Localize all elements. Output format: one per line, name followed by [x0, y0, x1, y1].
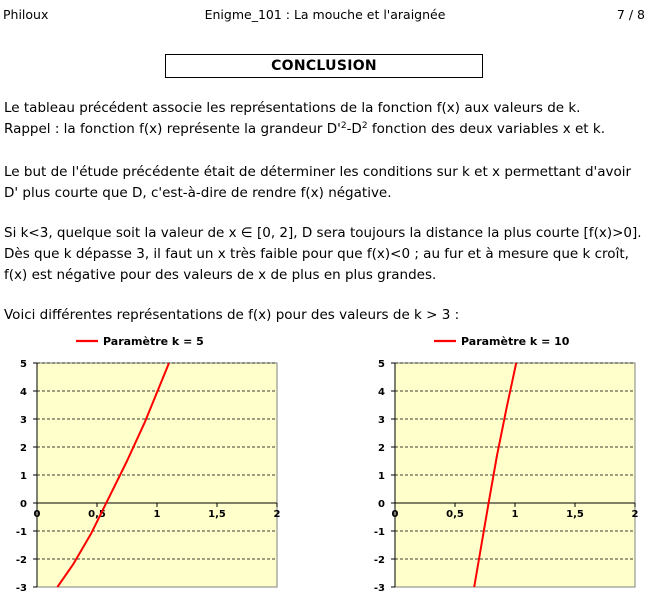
paragraph-intro-line-1: Le tableau précédent associe les représentations de la fonction f(x) aux valeurs de k. — [4, 100, 581, 116]
header-document-title: Enigme_101 : La mouche et l'araignée — [204, 7, 446, 22]
x-tick-label: 1 — [511, 509, 519, 520]
y-tick-label: -3 — [15, 583, 27, 594]
paragraph-analysis — [4, 223, 648, 286]
y-tick-label: 0 — [378, 499, 385, 510]
x-tick-label: 0,5 — [446, 509, 464, 520]
x-tick-label: 1,5 — [208, 509, 226, 520]
y-tick-label: -1 — [373, 527, 385, 538]
x-tick-label: 1 — [153, 509, 161, 520]
x-tick-label: 0 — [33, 509, 41, 520]
x-tick-label: 2 — [631, 509, 639, 520]
y-tick-label: 0 — [20, 499, 27, 510]
section-title: CONCLUSION — [271, 58, 377, 74]
header-page-number: 7 / 8 — [616, 7, 645, 22]
paragraph-charts-intro-line-1: Voici différentes représentations de f(x) pour des valeurs de k > 3 : — [4, 307, 460, 323]
legend-label: Paramètre k = 5 — [103, 335, 204, 348]
header-author: Philoux — [3, 7, 49, 22]
paragraph-goal — [4, 162, 648, 204]
y-tick-label: 5 — [20, 359, 27, 370]
paragraph-analysis-line-1: Si k<3, quelque soit la valeur de x ∈ [0, 2], D sera toujours la distance la plus courte [f(x)>0]. — [4, 225, 642, 241]
paragraph-goal-line-1: Le but de l'étude précédente était de déterminer les conditions sur k et x permettant d'avoir — [4, 164, 632, 180]
y-tick-label: 5 — [378, 359, 385, 370]
chart-k-5 — [0, 330, 290, 600]
y-tick-label: 3 — [378, 415, 385, 426]
y-tick-label: -3 — [373, 583, 385, 594]
paragraph-analysis-line-2: Dès que k dépasse 3, il faut un x très faible pour que f(x)<0 ; au fur et à mesure que k croît, — [4, 246, 629, 262]
y-tick-label: 1 — [378, 471, 385, 482]
y-tick-label: 2 — [378, 443, 385, 454]
y-tick-label: 4 — [20, 387, 27, 398]
chart-k-10-svg — [358, 330, 648, 600]
chart-k-10 — [358, 330, 648, 600]
y-tick-label: -2 — [373, 555, 385, 566]
y-tick-label: 1 — [20, 471, 27, 482]
paragraph-intro-line-2: Rappel : la fonction f(x) représente la grandeur $D'^2-D^2$ fonction des deux variables x et k. — [4, 121, 605, 137]
y-tick-label: -1 — [15, 527, 27, 538]
y-tick-label: 2 — [20, 443, 27, 454]
paragraph-analysis-line-3: f(x) est négative pour des valeurs de x de plus en plus grandes. — [4, 267, 437, 283]
y-tick-label: -2 — [15, 555, 27, 566]
paragraph-goal-line-2: D' plus courte que D, c'est-à-dire de rendre f(x) négative. — [4, 185, 392, 201]
x-tick-label: 1,5 — [566, 509, 584, 520]
legend-label: Paramètre k = 10 — [461, 335, 570, 348]
chart-k-5-svg — [0, 330, 290, 600]
x-tick-label: 2 — [273, 509, 281, 520]
section-title-box — [165, 54, 483, 78]
paragraph-intro — [4, 98, 648, 140]
paragraph-charts-intro — [4, 305, 648, 326]
x-tick-label: 0,5 — [88, 509, 106, 520]
x-tick-label: 0 — [391, 509, 399, 520]
y-tick-label: 4 — [378, 387, 385, 398]
y-tick-label: 3 — [20, 415, 27, 426]
